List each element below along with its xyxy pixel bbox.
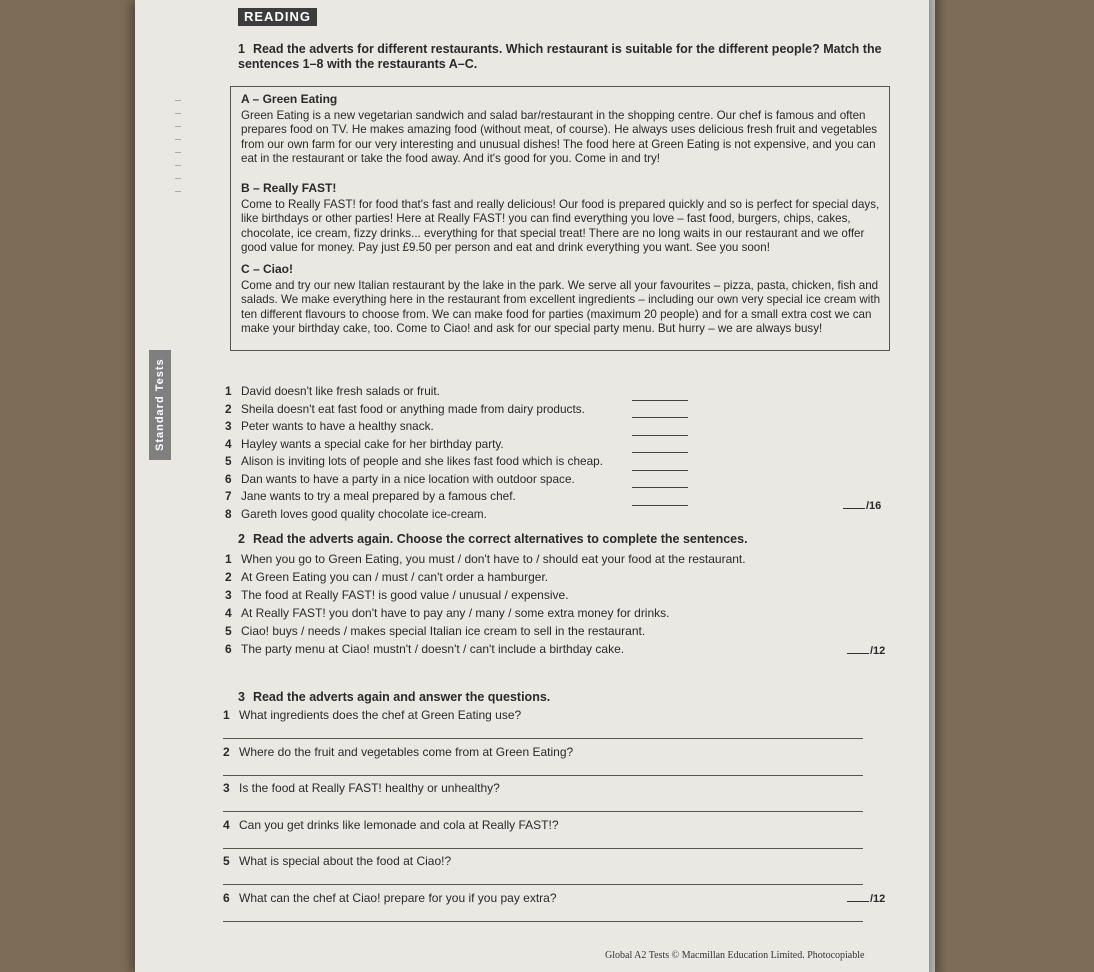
margin-marks (175, 100, 183, 320)
list-item: 5 Alison is inviting lots of people and she likes fast food which is cheap. (225, 454, 603, 468)
answer-blank[interactable] (632, 401, 688, 419)
list-item: 3 Peter wants to have a healthy snack. (225, 419, 434, 433)
score-box-1: /16 (843, 500, 881, 512)
list-item: 7 Jane wants to try a meal prepared by a famous chef. (225, 489, 516, 503)
questions-list (223, 708, 863, 927)
answer-blanks (632, 383, 688, 506)
advert-c (241, 262, 881, 337)
answer-blank[interactable] (632, 418, 688, 436)
advert-a (241, 92, 881, 167)
page-edge-shadow (929, 0, 947, 972)
answer-blank[interactable] (632, 436, 688, 454)
answer-blank[interactable] (632, 383, 688, 401)
list-item: 4 Hayley wants a special cake for her birthday party. (225, 436, 504, 451)
answer-blank[interactable] (632, 488, 688, 506)
exercise-2-instruction-text: Read the adverts again. Choose the correct alternatives to complete the sentences. (252, 532, 748, 546)
advert-text: Green Eating is a new vegetarian sandwich and salad bar/restaurant in the shopping centre. Our chef is famous and often prepares food on TV. He makes amazing food (without meat, of course). He always uses delicious fresh fruit and vegetables from our own farm for our very interesting and unusual dishes! The food here at Green Eating is not expensive, and you can eat in the restaurant or take the food away. And it's good for you. Come in and try! (241, 108, 878, 165)
list-item: 1 When you go to Green Eating, you must / don't have to / should eat your food at the restaurant. (225, 552, 746, 566)
matching-sentences (225, 383, 695, 523)
advert-text: Come to Really FAST! for food that's fast and really delicious! Our food is prepared quickly and so is perfect for special days, like birthdays or other parties! Here at Really FAST! you can find everything you love – fast food, burgers, chips, cakes, chocolate, ice cream, fizzy drinks... everything for that special treat! There are no long waits in our restaurant and we offer good value for money. Pay just £9.50 per person and eat and drink everything you want. See you soon! (241, 197, 880, 254)
list-item: 4 At Really FAST! you don't have to pay any / many / some extra money for drinks. (225, 606, 670, 620)
section-badge: READING (238, 8, 317, 26)
list-item: 3 The food at Really FAST! is good value / unusual / expensive. (225, 588, 569, 602)
list-item: 1 David doesn't like fresh salads or fruit. (225, 384, 440, 398)
question-row: 1 What ingredients does the chef at Green Eating use? (223, 708, 863, 745)
question-row: 3 Is the food at Really FAST! healthy or unhealthy? (223, 781, 863, 818)
advert-b (241, 181, 881, 256)
list-item: 6 The party menu at Ciao! mustn't / doesn't / can't include a birthday cake. (225, 642, 625, 656)
answer-line[interactable] (223, 775, 863, 776)
answer-line[interactable] (223, 811, 863, 812)
question-row: 5 What is special about the food at Ciao!? (223, 854, 863, 891)
copyright-footer: Global A2 Tests © Macmillan Education Limited. Photocopiable (605, 950, 865, 961)
score-box-3: /12 (847, 893, 885, 905)
answer-line[interactable] (223, 848, 863, 849)
answer-blank[interactable] (632, 453, 688, 471)
answer-line[interactable] (223, 884, 863, 885)
alternatives-list (225, 550, 825, 658)
list-item: 8 Gareth loves good quality chocolate ice-cream. (225, 506, 487, 521)
list-item: 2 At Green Eating you can / must / can't order a hamburger. (225, 570, 549, 584)
answer-line[interactable] (223, 921, 863, 922)
exercise-1-number: 1 (238, 42, 245, 56)
worksheet-page (135, 0, 935, 972)
list-item: 6 Dan wants to have a party in a nice location with outdoor space. (225, 471, 575, 486)
question-row: 2 Where do the fruit and vegetables come from at Green Eating? (223, 745, 863, 782)
advert-title: A – Green Eating (241, 92, 338, 106)
exercise-2-number: 2 (238, 532, 245, 546)
exercise-3-instruction-text: Read the adverts again and answer the questions. (252, 690, 551, 704)
advert-text: Come and try our new Italian restaurant by the lake in the park. We serve all your favourites – pizza, pasta, chicken, fish and salads. We make everything here in the restaurant from excellent ingredients – including our own very special ice cream with ten different flavours to choose from. We can make food for parties (maximum 20 people) and for a small extra cost we can make your birthday cake, too. Come to Ciao! and ask for our special party menu. But hurry – we are always busy! (241, 278, 881, 335)
exercise-1-instruction-text: Read the adverts for different restaurants. Which restaurant is suitable for the different people? Match the sentences 1–8 with the restaurants A–C. (238, 42, 882, 71)
answer-line[interactable] (223, 738, 863, 739)
exercise-3-number: 3 (238, 690, 245, 704)
exercise-3-instruction (238, 690, 550, 705)
answer-blank[interactable] (632, 471, 688, 489)
list-item: 2 Sheila doesn't eat fast food or anything made from dairy products. (225, 401, 585, 416)
advert-title: C – Ciao! (241, 262, 294, 276)
side-tab-label: Standard Tests (149, 350, 171, 460)
exercise-2-instruction (238, 532, 748, 547)
advert-title: B – Really FAST! (241, 181, 337, 195)
question-row: 4 Can you get drinks like lemonade and cola at Really FAST!? (223, 818, 863, 855)
list-item: 5 Ciao! buys / needs / makes special Italian ice cream to sell in the restaurant. (225, 624, 646, 638)
question-row: 6 What can the chef at Ciao! prepare for you if you pay extra? (223, 891, 863, 928)
adverts-box (230, 86, 890, 351)
score-box-2: /12 (847, 645, 885, 657)
exercise-1-instruction (238, 42, 888, 72)
